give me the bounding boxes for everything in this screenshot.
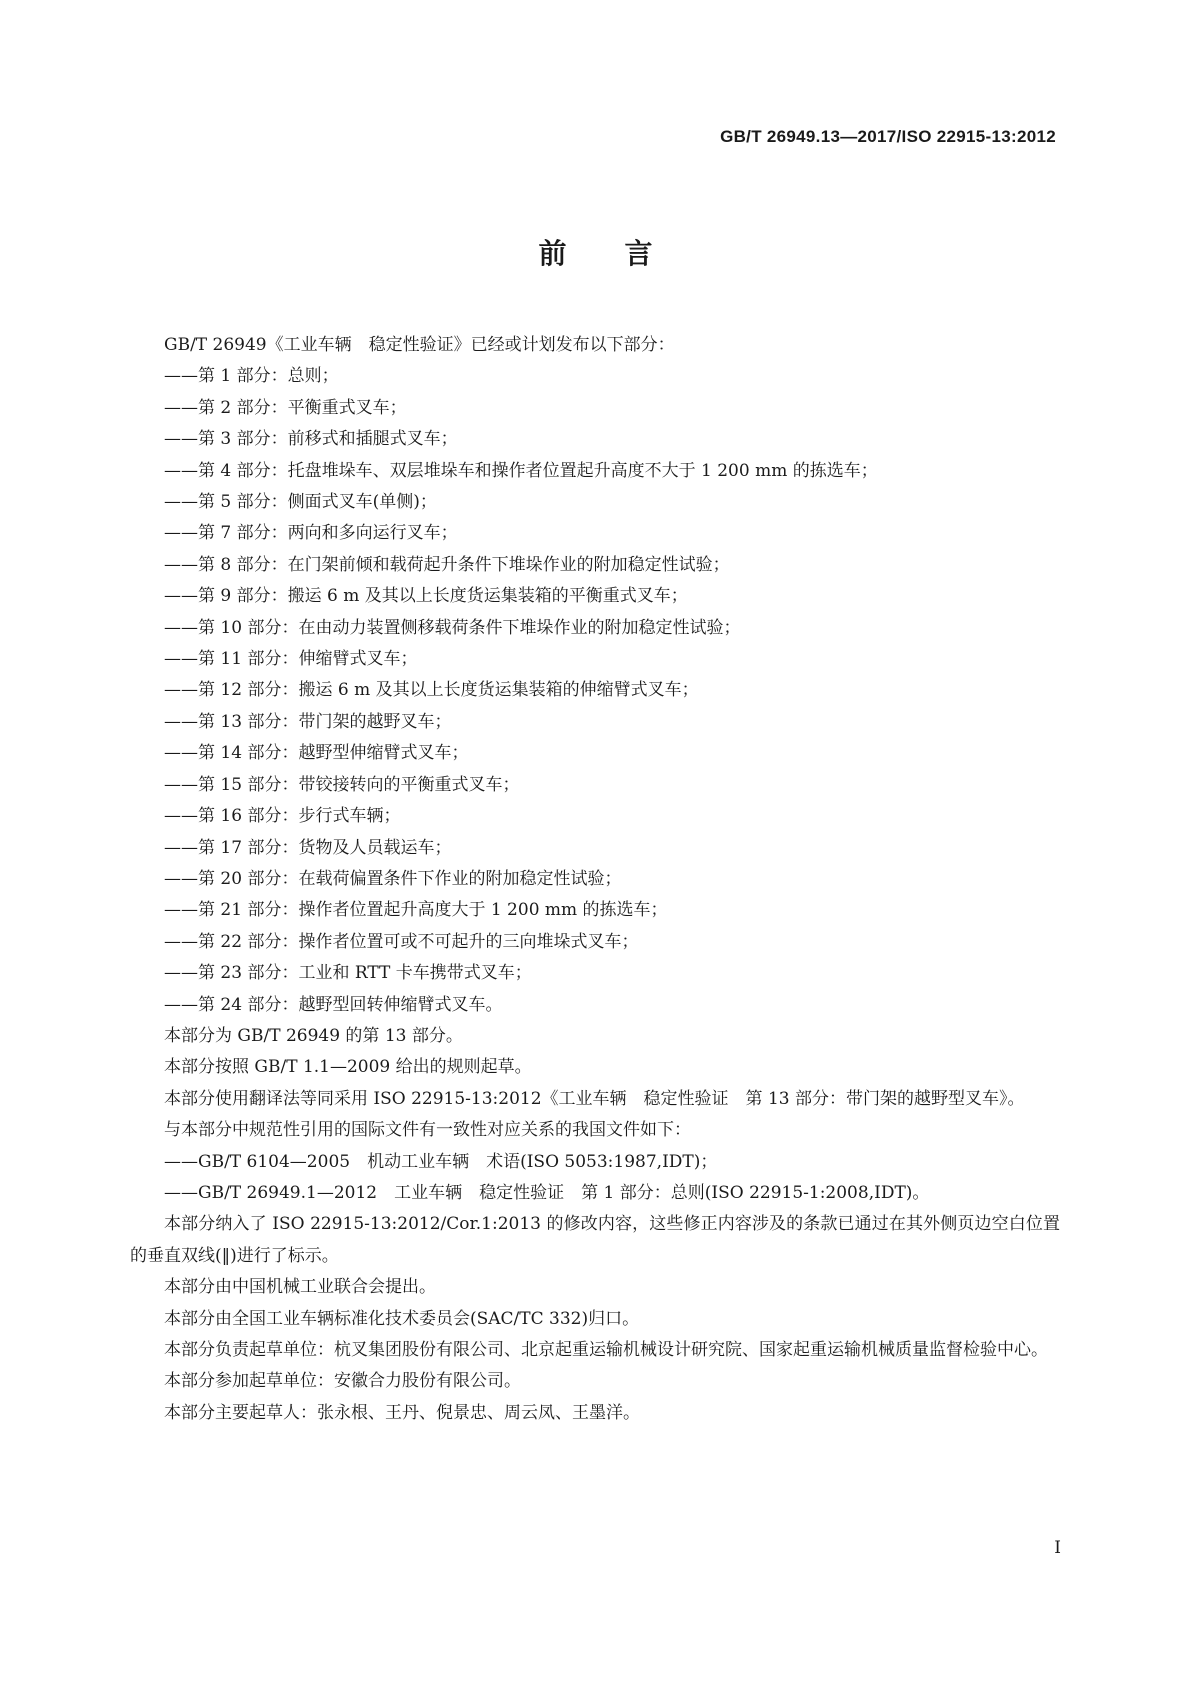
- list-item: ——第 1 部分：总则；: [164, 366, 339, 387]
- paragraph-proposed-by: 本部分由中国机械工业联合会提出。: [164, 1277, 436, 1298]
- paragraph-normative-references: 与本部分中规范性引用的国际文件有一致性对应关系的我国文件如下：: [164, 1120, 691, 1141]
- page-number: I: [1054, 1538, 1061, 1558]
- list-item: ——第 14 部分：越野型伸缩臂式叉车；: [164, 743, 469, 764]
- list-item: ——第 5 部分：侧面式叉车(单侧)；: [164, 492, 437, 513]
- list-item: ——第 17 部分：货物及人员载运车；: [164, 837, 452, 858]
- list-item: ——第 11 部分：伸缩臂式叉车；: [164, 649, 418, 670]
- list-item: ——第 4 部分：托盘堆垛车、双层堆垛车和操作者位置起升高度不大于 1 200 mm 的拣选车；: [164, 460, 878, 481]
- list-item: ——第 10 部分：在由动力装置侧移载荷条件下堆垛作业的附加稳定性试验；: [164, 617, 741, 638]
- paragraph-drafting-rules: 本部分按照 GB/T 1.1—2009 给出的规则起草。: [164, 1057, 532, 1078]
- paragraph-drafting-units: 本部分负责起草单位：杭叉集团股份有限公司、北京起重运输机械设计研究院、国家起重运输机械质量监督检验中心。: [164, 1340, 1048, 1360]
- list-item: ——第 2 部分：平衡重式叉车；: [164, 397, 407, 418]
- paragraph-technical-committee: 本部分由全国工业车辆标准化技术委员会(SAC/TC 332)归口。: [164, 1308, 640, 1329]
- list-item: ——第 15 部分：带铰接转向的平衡重式叉车；: [164, 774, 520, 795]
- list-item: ——第 9 部分：搬运 6 m 及其以上长度货运集装箱的平衡重式叉车；: [164, 586, 688, 607]
- page-title: 前言: [538, 237, 711, 270]
- parts-list: [130, 361, 1060, 1021]
- paragraph-corrigendum: 本部分纳入了 ISO 22915-13:2012/Cor.1:2013 的修改内容，这些修正内容涉及的条款已通过在其外侧页边空白位置的垂直双线(‖)进行了标示。: [130, 1214, 1060, 1266]
- reference-item: ——GB/T 6104—2005 机动工业车辆 术语(ISO 5053:1987,IDT)；: [164, 1151, 718, 1172]
- list-item: ——第 20 部分：在载荷偏置条件下作业的附加稳定性试验；: [164, 868, 622, 889]
- paragraph-translation-method: 本部分使用翻译法等同采用 ISO 22915-13:2012《工业车辆 稳定性验证 第 13 部分：带门架的越野型叉车》。: [164, 1088, 1025, 1109]
- list-item: ——第 12 部分：搬运 6 m 及其以上长度货运集装箱的伸缩臂式叉车；: [164, 680, 699, 701]
- list-item: ——第 23 部分：工业和 RTT 卡车携带式叉车；: [164, 963, 532, 984]
- list-item: ——第 16 部分：步行式车辆；: [164, 806, 401, 827]
- list-item: ——第 8 部分：在门架前倾和载荷起升条件下堆垛作业的附加稳定性试验；: [164, 554, 730, 575]
- list-item: ——第 13 部分：带门架的越野叉车；: [164, 711, 452, 732]
- list-item: ——第 21 部分：操作者位置起升高度大于 1 200 mm 的拣选车；: [164, 900, 668, 921]
- list-item: ——第 7 部分：两向和多向运行叉车；: [164, 523, 458, 544]
- standard-number-header: GB/T 26949.13—2017/ISO 22915-13:2012: [720, 127, 1056, 146]
- intro-paragraph: GB/T 26949《工业车辆 稳定性验证》已经或计划发布以下部分：: [164, 335, 675, 355]
- reference-item: ——GB/T 26949.1—2012 工业车辆 稳定性验证 第 1 部分：总则(ISO 22915-1:2008,IDT)。: [164, 1182, 930, 1203]
- list-item: ——第 3 部分：前移式和插腿式叉车；: [164, 429, 458, 450]
- paragraph-part-number: 本部分为 GB/T 26949 的第 13 部分。: [164, 1025, 463, 1046]
- list-item: ——第 22 部分：操作者位置可或不可起升的三向堆垛式叉车；: [164, 931, 639, 952]
- paragraph-drafters: 本部分主要起草人：张永根、王丹、倪景忠、周云凤、王墨洋。: [164, 1402, 640, 1423]
- list-item: ——第 24 部分：越野型回转伸缩臂式叉车。: [164, 994, 503, 1015]
- paragraph-participating-units: 本部分参加起草单位：安徽合力股份有限公司。: [164, 1371, 521, 1392]
- foreword-body: [130, 330, 1060, 1429]
